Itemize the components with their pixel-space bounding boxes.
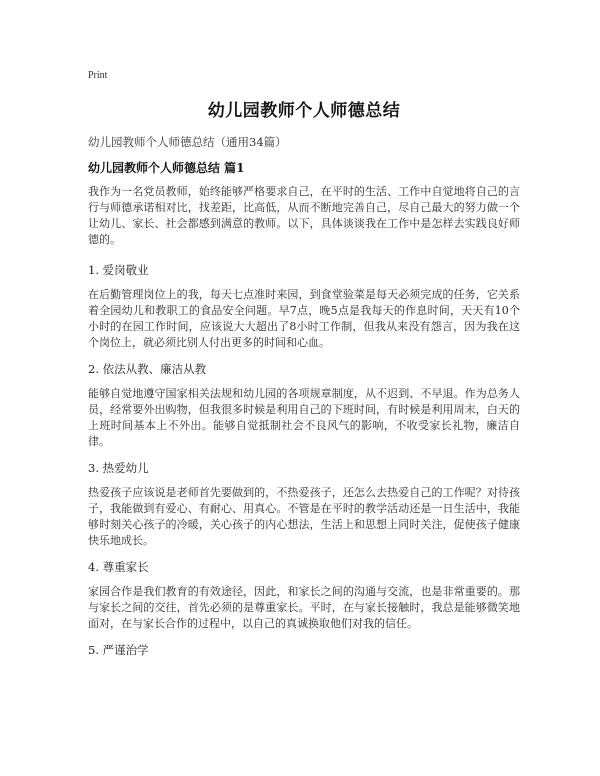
section-heading: 幼儿园教师个人师德总结 篇1: [88, 161, 245, 175]
item-heading-1: 1. 爱岗敬业: [88, 263, 149, 277]
item-heading-5: 5. 严谨治学: [88, 643, 149, 657]
item-heading-4: 4. 尊重家长: [88, 560, 149, 574]
document-subtitle: 幼儿园教师个人师德总结（通用34篇）: [88, 135, 287, 149]
item-heading-3: 3. 热爱幼儿: [88, 461, 149, 475]
print-link[interactable]: Print: [88, 70, 108, 81]
item-paragraph-4: 家园合作是我们教育的有效途径，因此，和家长之间的沟通与交流，也是非常重要的。那与家长之间的交往，首先必须的是尊重家长。平时，在与家长接触时，我总是能够微笑地面对，在与家长合作的过程中，以自己的真诚换取他们对我的信任。: [88, 585, 520, 630]
item-paragraph-3: 热爱孩子应该说是老师首先要做到的，不热爱孩子，还怎么去热爱自己的工作呢？对待孩子，我能做到有爱心、有耐心、用真心。不管是在平时的教学活动还是一日生活中，我能够时刻关心孩子的冷暖，关心孩子的内心想法，生活上和思想上同时关注，促使孩子健康快乐地成长。: [88, 486, 520, 547]
item-heading-2: 2. 依法从教、廉洁从教: [88, 362, 207, 376]
item-paragraph-2: 能够自觉地遵守国家相关法规和幼儿园的各项规章制度，从不迟到、不早退。作为总务人员，经常要外出购物，但我很多时候是利用自己的下班时间，有时候是利用周末，白天的上班时间基本上不外出。能够自觉抵制社会不良风气的影响，不收受家长礼物，廉洁自律。: [88, 387, 520, 448]
document-title: 幼儿园教师个人师德总结: [207, 101, 401, 121]
intro-paragraph: 我作为一名党员教师，始终能够严格要求自己，在平时的生活、工作中自觉地将自己的言行与师德承诺相对比，找差距，比高低，从而不断地完善自己，尽自己最大的努力做一个让幼儿、家长、社会都感到满意的教师。以下，具体谈谈我在工作中是怎样去实践良好师德的。: [88, 185, 520, 246]
item-paragraph-1: 在后勤管理岗位上的我，每天七点准时来园，到食堂验菜是每天必须完成的任务，它关系着全园幼儿和教职工的食品安全问题。早7点，晚5点是我每天的作息时间，天天有10个小时的在园工作时间，应该说大大超出了8小时工作制，但我从来没有怨言，因为我在这个岗位上，就必须比别人付出更多的时间和心血。: [88, 288, 520, 349]
